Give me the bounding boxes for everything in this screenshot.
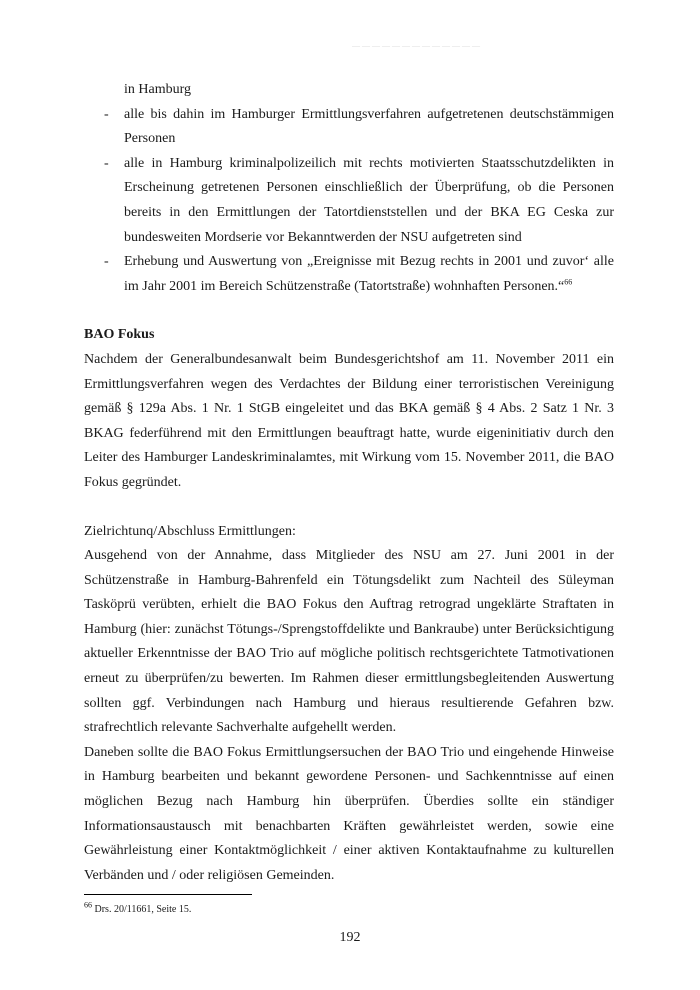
bullet-item — [84, 250, 614, 299]
bullet-list — [84, 103, 614, 300]
footnote-text: Drs. 20/11661, Seite 15. — [94, 904, 192, 915]
bullet-dash: - — [104, 254, 109, 270]
subheading: Zielrichtunq/Abschluss Ermittlungen: — [84, 523, 296, 539]
section-heading: BAO Fokus — [84, 327, 155, 343]
bullet-item — [84, 152, 614, 250]
bullet-text: alle bis dahin im Hamburger Ermittlungsverfahren aufgetretenen deutschstämmigen Personen — [124, 106, 614, 147]
paragraph: Ausgehend von der Annahme, dass Mitglieder des NSU am 27. Juni 2001 in der Schützenstraße in Hamburg-Bahrenfeld ein Tötungsdelikt zum Nachteil des Süleyman Tasköprü verübten, erhielt die BAO Fokus den Auftrag retrograd ungeklärte Straftaten in Hamburg (hier: zunächst Tötungs-/Sprengstoffdelikte und Bankraube) unter Berücksichtigung aktueller Erkenntnisse der BAO Trio auf mögliche politisch rechtsgerichtete Tatmotivationen erneut zu überprüfen/zu bewerten. Im Rahmen dieser ermittlungsbegleitenden Auswertung sollten ggf. Verbindungen nach Hamburg und hieraus resultierende Gefahren bzw. strafrechtlich relevante Sachverhalte aufgehellt werden. — [84, 548, 614, 736]
bullet-text: Erhebung und Auswertung von „Ereignisse mit Bezug rechts in 2001 und zuvor‘ alle im Jahr 2001 im Bereich Schützenstraße (Tatortstraße) wohnhaften Personen.“ — [124, 254, 614, 294]
page-content — [84, 78, 614, 888]
bullet-item — [84, 103, 614, 152]
page-number: 192 — [339, 930, 361, 945]
paragraph: Daneben sollte die BAO Fokus Ermittlungsersuchen der BAO Trio und eingehende Hinweise in Hamburg bearbeiten und bekannt gewordene Personen- und Sachkenntnisse auf einen möglichen Bezug nach Hamburg hin überprüfen. Überdies sollte ein ständiger Informationsaustausch mit benachbarten Kräften gewährleistet werden, sowie eine Gewährleistung einer Kontaktmöglichkeit / einer aktiven Kontaktaufnahme zu kulturellen Verbänden und / oder religiösen Gemeinden. — [84, 744, 614, 883]
footnote-divider — [84, 894, 252, 895]
footnote-reference[interactable]: 66 — [564, 277, 573, 287]
footnote — [84, 900, 192, 917]
continuation-line: in Hamburg — [124, 82, 192, 97]
footnote-marker: 66 — [84, 900, 92, 910]
faint-running-header: — — — — — — — — — — — — — — [352, 41, 480, 50]
paragraph: Nachdem der Generalbundesanwalt beim Bundesgerichtshof am 11. November 2011 ein Ermittlungsverfahren wegen des Verdachtes der Bildung einer terroristischen Vereinigung gemäß § 129a Abs. 1 Nr. 1 StGB eingeleitet und das BKA gemäß § 4 Abs. 2 Satz 1 Nr. 3 BKAG federführend mit den Ermittlungen beauftragt hatte, wurde eigeninitiativ durch den Leiter des Hamburger Landeskriminalamtes, mit Wirkung vom 15. November 2011, die BAO Fokus gegründet. — [84, 351, 614, 490]
bullet-dash: - — [104, 155, 109, 171]
bullet-dash: - — [104, 106, 109, 122]
bullet-text: alle in Hamburg kriminalpolizeilich mit rechts motivierten Staatsschutzdelikten in Erscheinung getretenen Personen einschließlich der Überprüfung, ob die Personen bereits in den Ermittlungen der Tatortdienststellen und der BKA EG Ceska zur bundesweiten Mordserie vor Bekanntwerden der NSU aufgetreten sind — [124, 155, 614, 245]
